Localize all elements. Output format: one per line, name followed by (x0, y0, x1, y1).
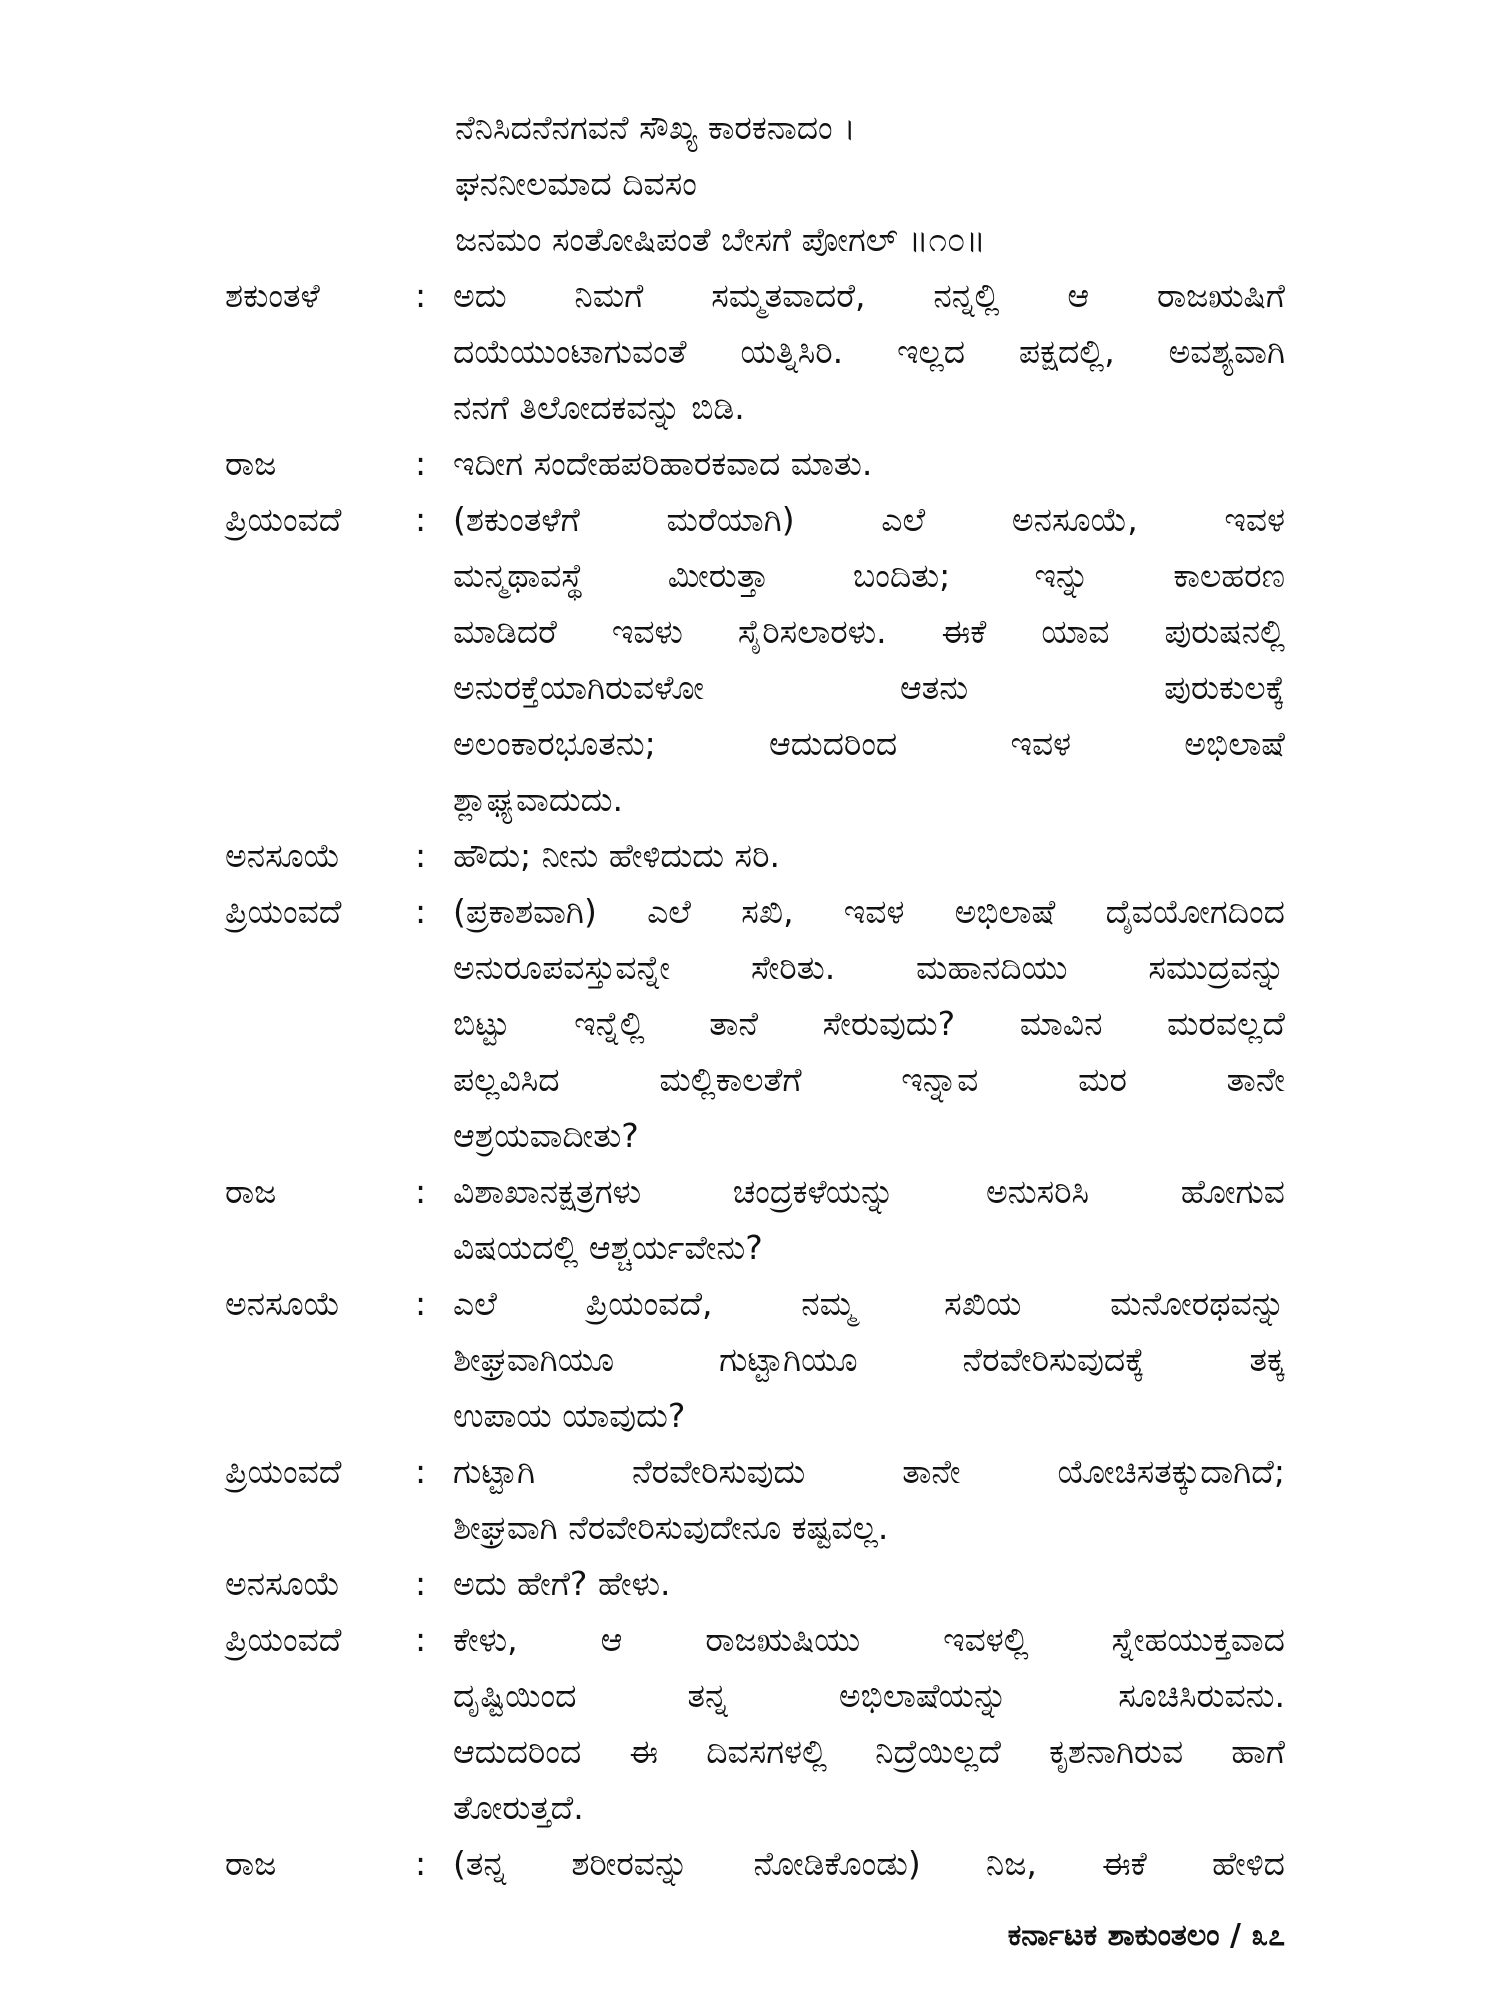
speaker-colon: : (415, 444, 427, 483)
speech-line: ದೃಷ್ಟಿಯಿಂದ ತನ್ನ ಅಭಿಲಾಷೆಯನ್ನು ಸೂಚಿಸಿರುವನು. (453, 1676, 1285, 1715)
speech-line: ಶೀಘ್ರವಾಗಿಯೂ ಗುಟ್ಟಾಗಿಯೂ ನೆರವೇರಿಸುವುದಕ್ಕೆ ತಕ್ಕ (453, 1340, 1285, 1379)
speaker-name: ಪ್ರಿಯಂವದೆ (225, 1452, 342, 1491)
speech-line: ಗುಟ್ಟಾಗಿ ನೆರವೇರಿಸುವುದು ತಾನೇ ಯೋಚಿಸತಕ್ಕುದಾಗಿದೆ; (453, 1452, 1285, 1491)
verse-block (455, 100, 1355, 268)
speech-line: ಬಿಟ್ಟು ಇನ್ನೆಲ್ಲಿ ತಾನೆ ಸೇರುವುದು? ಮಾವಿನ ಮರವಲ್ಲದೆ (453, 1004, 1285, 1043)
speaker-colon: : (415, 1172, 427, 1211)
dialogue-entry (225, 1164, 1285, 1276)
speech-line: ಮನ್ಮಥಾವಸ್ಥೆ ಮೀರುತ್ತಾ ಬಂದಿತು; ಇನ್ನು ಕಾಲಹರಣ (453, 556, 1285, 595)
speech-text (453, 1276, 1285, 1444)
speaker-name: ರಾಜ (225, 1172, 277, 1211)
speech-text (453, 1164, 1285, 1276)
dialogue-block (225, 268, 1285, 1892)
speech-line: ಆಶ್ರಯವಾದೀತು? (453, 1116, 639, 1155)
dialogue-entry (225, 492, 1285, 828)
speech-line: (ಶಕುಂತಳೆಗೆ ಮರೆಯಾಗಿ) ಎಲೆ ಅನಸೂಯೆ, ಇವಳ (453, 500, 1285, 539)
speaker-colon: : (415, 1284, 427, 1323)
speech-line: ಕೇಳು, ಆ ರಾಜಋಷಿಯು ಇವಳಲ್ಲಿ ಸ್ನೇಹಯುಕ್ತವಾದ (453, 1620, 1285, 1659)
speech-line: ಉಪಾಯ ಯಾವುದು? (453, 1396, 686, 1435)
speaker-name: ಅನಸೂಯೆ (225, 836, 341, 875)
speech-line: ಇದೀಗ ಸಂದೇಹಪರಿಹಾರಕವಾದ ಮಾತು. (453, 444, 873, 483)
speech-line: ವಿಷಯದಲ್ಲಿ ಆಶ್ಚರ್ಯವೇನು? (453, 1228, 763, 1267)
speech-text (453, 436, 1285, 492)
speech-line: ನನಗೆ ತಿಲೋದಕವನ್ನು ಬಿಡಿ. (453, 388, 745, 427)
speech-line: ಶೀಘ್ರವಾಗಿ ನೆರವೇರಿಸುವುದೇನೂ ಕಷ್ಟವಲ್ಲ. (453, 1508, 889, 1547)
speech-line: ಎಲೆ ಪ್ರಿಯಂವದೆ, ನಮ್ಮ ಸಖಿಯ ಮನೋರಥವನ್ನು (453, 1284, 1285, 1323)
speaker-name: ಪ್ರಿಯಂವದೆ (225, 500, 342, 539)
speech-text (453, 1444, 1285, 1556)
dialogue-entry (225, 828, 1285, 884)
speech-text (453, 1556, 1285, 1612)
speech-line: ದಯೆಯುಂಟಾಗುವಂತೆ ಯತ್ನಿಸಿರಿ. ಇಲ್ಲದ ಪಕ್ಷದಲ್ಲಿ, ಅವಶ್ಯವಾಗಿ (453, 332, 1285, 371)
speech-line: ಅಲಂಕಾರಭೂತನು; ಆದುದರಿಂದ ಇವಳ ಅಭಿಲಾಷೆ (453, 724, 1285, 763)
speaker-colon: : (415, 500, 427, 539)
speech-text (453, 492, 1285, 828)
speaker-name: ರಾಜ (225, 1844, 277, 1883)
speaker-colon: : (415, 836, 427, 875)
speech-line: ಹೌದು; ನೀನು ಹೇಳಿದುದು ಸರಿ. (453, 836, 780, 875)
speaker-colon: : (415, 1564, 427, 1603)
dialogue-entry (225, 1556, 1285, 1612)
speech-text (453, 1836, 1285, 1892)
dialogue-entry (225, 1612, 1285, 1836)
page-footer: ಕರ್ನಾಟಕ ಶಾಕುಂತಲಂ / ೩೭ (1007, 1918, 1285, 1953)
speech-line: ಮಾಡಿದರೆ ಇವಳು ಸೈರಿಸಲಾರಳು. ಈಕೆ ಯಾವ ಪುರುಷನಲ್ಲಿ (453, 612, 1285, 651)
dialogue-entry (225, 1444, 1285, 1556)
speaker-colon: : (415, 892, 427, 931)
speaker-colon: : (415, 1620, 427, 1659)
speech-line: ಶ್ಲಾಘ್ಯವಾದುದು. (453, 780, 623, 819)
dialogue-entry (225, 436, 1285, 492)
dialogue-entry (225, 1836, 1285, 1892)
speech-text (453, 884, 1285, 1164)
speech-line: (ತನ್ನ ಶರೀರವನ್ನು ನೋಡಿಕೊಂಡು) ನಿಜ, ಈಕೆ ಹೇಳಿದ (453, 1844, 1285, 1883)
speaker-name: ಪ್ರಿಯಂವದೆ (225, 1620, 342, 1659)
speaker-name: ರಾಜ (225, 444, 277, 483)
dialogue-entry (225, 884, 1285, 1164)
speech-line: ವಿಶಾಖಾನಕ್ಷತ್ರಗಳು ಚಂದ್ರಕಳೆಯನ್ನು ಅನುಸರಿಸಿ ಹೋಗುವ (453, 1172, 1285, 1211)
speech-text (453, 268, 1285, 436)
speech-line: ಅದು ನಿಮಗೆ ಸಮ್ಮತವಾದರೆ, ನನ್ನಲ್ಲಿ ಆ ರಾಜಋಷಿಗೆ (453, 276, 1285, 315)
speaker-name: ಪ್ರಿಯಂವದೆ (225, 892, 342, 931)
speech-text (453, 1612, 1285, 1836)
speech-line: ಅದು ಹೇಗೆ? ಹೇಳು. (453, 1564, 671, 1603)
speaker-colon: : (415, 1452, 427, 1491)
speaker-colon: : (415, 276, 427, 315)
speaker-colon: : (415, 1844, 427, 1883)
verse-line: ನೆನಿಸಿದನೆನಗವನೆ ಸೌಖ್ಯ ಕಾರಕನಾದಂ । (455, 108, 856, 147)
speech-line: ಆದುದರಿಂದ ಈ ದಿವಸಗಳಲ್ಲಿ ನಿದ್ರೆಯಿಲ್ಲದೆ ಕೃಶನಾಗಿರುವ ಹಾಗೆ (453, 1732, 1285, 1771)
dialogue-entry (225, 1276, 1285, 1444)
speech-line: (ಪ್ರಕಾಶವಾಗಿ) ಎಲೆ ಸಖಿ, ಇವಳ ಅಭಿಲಾಷೆ ದೈವಯೋಗದಿಂದ (453, 892, 1285, 931)
dialogue-entry (225, 268, 1285, 436)
speech-line: ಅನುರೂಪವಸ್ತುವನ್ನೇ ಸೇರಿತು. ಮಹಾನದಿಯು ಸಮುದ್ರವನ್ನು (453, 948, 1285, 987)
verse-line: ಜನಮಂ ಸಂತೋಷಿಪಂತೆ ಬೇಸಗೆ ಪೋಗಲ್ ॥೧೦॥ (455, 220, 986, 259)
speaker-name: ಶಕುಂತಳೆ (225, 276, 320, 315)
speech-line: ಅನುರಕ್ತೆಯಾಗಿರುವಳೋ ಆತನು ಪುರುಕುಲಕ್ಕೆ (453, 668, 1285, 707)
speech-text (453, 828, 1285, 884)
speech-line: ಪಲ್ಲವಿಸಿದ ಮಲ್ಲಿಕಾಲತೆಗೆ ಇನ್ನಾವ ಮರ ತಾನೇ (453, 1060, 1285, 1099)
verse-line: ಘನನೀಲಮಾದ ದಿವಸಂ (455, 164, 697, 203)
speaker-name: ಅನಸೂಯೆ (225, 1284, 341, 1323)
speech-line: ತೋರುತ್ತದೆ. (453, 1788, 584, 1827)
speaker-name: ಅನಸೂಯೆ (225, 1564, 341, 1603)
